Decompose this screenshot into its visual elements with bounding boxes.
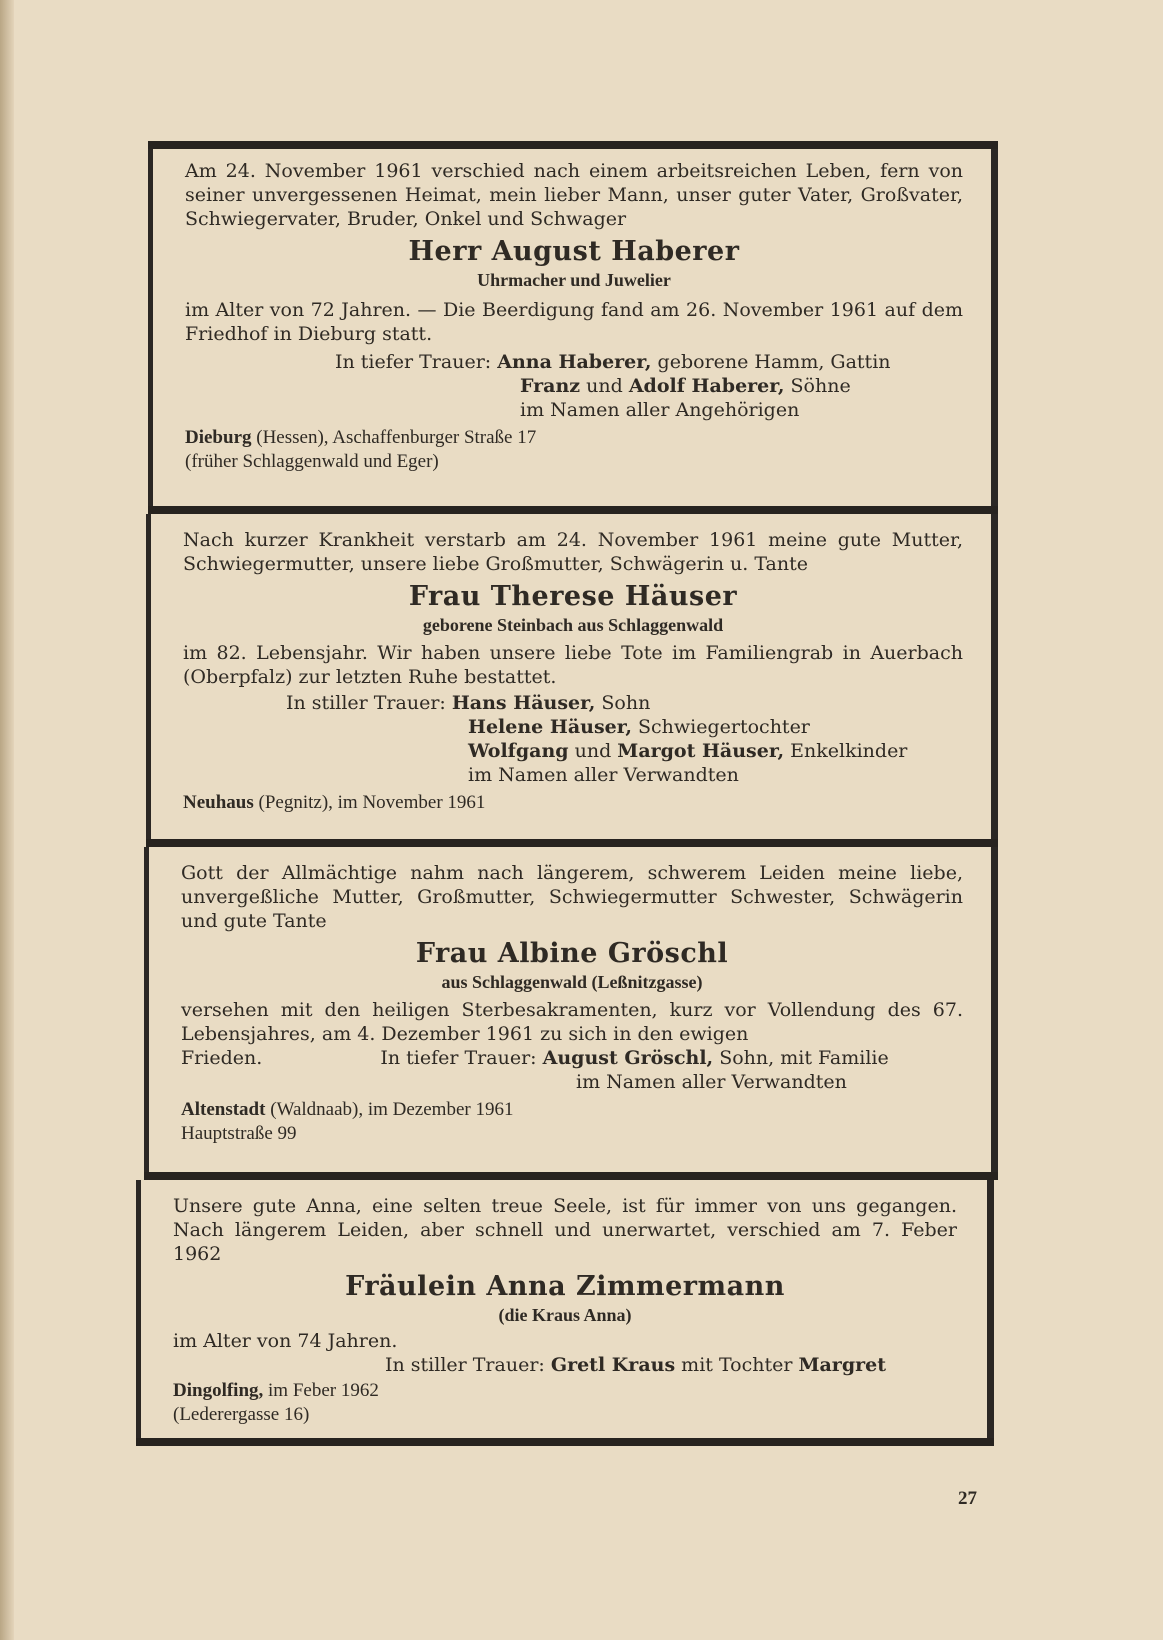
mourners-label: In tiefer Trauer: <box>335 351 492 373</box>
notice-body: im Alter von 74 Jahren. <box>173 1330 398 1352</box>
mourners-label: In stiller Trauer: <box>385 1354 545 1376</box>
notice-place <box>173 1379 957 1403</box>
deceased-occupation: Uhrmacher und Juwelier <box>477 270 671 290</box>
place-name: Neuhaus <box>183 792 254 813</box>
deceased-nickname: (die Kraus Anna) <box>498 1305 632 1325</box>
page-number: 27 <box>958 1488 977 1509</box>
mourner-name: Gretl Kraus <box>550 1354 676 1376</box>
notice-intro: Unsere gute Anna, eine selten treue Seele, ist für immer von uns gegangen. Nach längerem Leiden, aber schnell und unerwartet, verschied am 7. Feber 1962 <box>173 1195 957 1265</box>
place-detail: (Hessen), Aschaffenburger Straße 17 <box>251 427 537 448</box>
notice-body: im 82. Lebensjahr. Wir haben unsere liebe Tote im Familiengrab in Auerbach (Oberpfalz) zur letzten Ruhe bestattet. <box>183 642 963 688</box>
notice-place-line2: (Lederergasse 16) <box>173 1404 310 1425</box>
mourner-line <box>183 691 963 715</box>
mourner-connector: und <box>568 740 618 762</box>
mourners-block <box>183 691 963 787</box>
mourner-connector: und <box>580 375 629 397</box>
place-name: Dieburg <box>185 427 252 448</box>
deceased-name: Frau Albine Gröschl <box>415 938 729 969</box>
mourner-name: August Gröschl, <box>542 1047 714 1069</box>
mourner-name: Margret <box>798 1354 886 1376</box>
notice-place <box>183 791 963 815</box>
notice-place-line2: Hauptstraße 99 <box>181 1123 297 1144</box>
deceased-name: Fräulein Anna Zimmermann <box>345 1271 785 1302</box>
mourner-line <box>173 1353 957 1377</box>
place-detail: (Waldnaab), im Dezember 1961 <box>265 1099 514 1120</box>
mourner-line <box>185 350 963 374</box>
notice-intro: Nach kurzer Krankheit verstarb am 24. November 1961 meine gute Mutter, Schwiegermutter, unsere liebe Großmutter, Schwägerin u. Tante <box>183 529 963 575</box>
mourner-line: im Namen aller Angehörigen <box>520 399 800 421</box>
mourners-block <box>181 1046 963 1094</box>
mourner-line <box>183 715 963 739</box>
mourners-block <box>173 1353 957 1377</box>
notice-place-line2: (früher Schlaggenwald und Eger) <box>185 451 439 472</box>
notice-top-rule <box>144 1172 998 1180</box>
mourner-connector: mit Tochter <box>675 1354 799 1376</box>
mourner-name: Hans Häuser, <box>451 692 596 714</box>
mourner-name: Franz <box>520 375 581 397</box>
obituary-notice <box>144 847 998 1172</box>
mourners-label: In stiller Trauer: <box>286 692 446 714</box>
deceased-origin: geborene Steinbach aus Schlaggenwald <box>422 615 724 635</box>
mourner-line: im Namen aller Verwandten <box>576 1071 847 1093</box>
mourner-relation: Sohn <box>595 692 651 714</box>
deceased-name: Herr August Haberer <box>408 236 740 267</box>
mourner-name: Adolf Haberer, <box>628 375 785 397</box>
mourners-block <box>185 350 963 422</box>
deceased-origin: aus Schlaggenwald (Leßnitzgasse) <box>441 972 703 992</box>
place-name: Altenstadt <box>181 1099 266 1120</box>
place-name: Dingolfing, <box>173 1380 264 1401</box>
notice-bottom-rule <box>136 1438 994 1446</box>
mourners-label: In tiefer Trauer: <box>380 1047 537 1069</box>
mourner-relation: Schwiegertochter <box>631 716 810 738</box>
notice-intro: Am 24. November 1961 verschied nach einem arbeitsreichen Leben, fern von seiner unvergessenen Heimat, mein lieber Mann, unser guter Vater, Großvater, Schwiegervater, Bruder, Onkel und Schwager <box>185 160 963 230</box>
mourner-relation: geborene Hamm, Gattin <box>651 351 891 373</box>
mourner-name: Wolfgang <box>468 740 569 762</box>
notice-intro: Gott der Allmächtige nahm nach längerem, schwerem Leiden meine liebe, unvergeßliche Mutter, Großmutter, Schwiegermutter Schwester, Schwägerin und gute Tante <box>181 862 963 932</box>
notice-top-rule <box>148 141 998 149</box>
mourner-name: Margot Häuser, <box>617 740 785 762</box>
mourner-line: im Namen aller Verwandten <box>468 764 739 786</box>
notice-body-end: Frieden. <box>181 1047 263 1069</box>
place-detail: im Feber 1962 <box>263 1380 379 1401</box>
notice-top-rule <box>146 839 998 847</box>
mourner-relation: Enkelkinder <box>784 740 908 762</box>
mourner-line <box>183 739 963 763</box>
mourner-relation: Sohn, mit Familie <box>713 1047 889 1069</box>
mourner-line <box>181 1046 963 1070</box>
place-detail: (Pegnitz), im November 1961 <box>253 792 486 813</box>
mourner-relation: Söhne <box>784 375 851 397</box>
mourner-line <box>185 374 963 398</box>
notice-top-rule <box>148 506 998 514</box>
obituary-notice <box>146 514 998 839</box>
obituary-notice <box>136 1180 994 1438</box>
mourner-name: Anna Haberer, <box>497 351 652 373</box>
mourner-name: Helene Häuser, <box>468 716 632 738</box>
notice-place <box>185 426 963 450</box>
notice-place <box>181 1098 963 1122</box>
deceased-name: Frau Therese Häuser <box>408 581 738 612</box>
page-edge <box>0 0 14 1640</box>
obituary-notice <box>148 149 998 506</box>
notice-body: im Alter von 72 Jahren. — Die Beerdigung fand am 26. November 1961 auf dem Friedhof in Dieburg statt. <box>185 299 963 345</box>
notice-body: versehen mit den heiligen Sterbesakramenten, kurz vor Vollendung des 67. Lebensjahres, am 4. Dezember 1961 zu sich in den ewigen <box>181 999 963 1045</box>
